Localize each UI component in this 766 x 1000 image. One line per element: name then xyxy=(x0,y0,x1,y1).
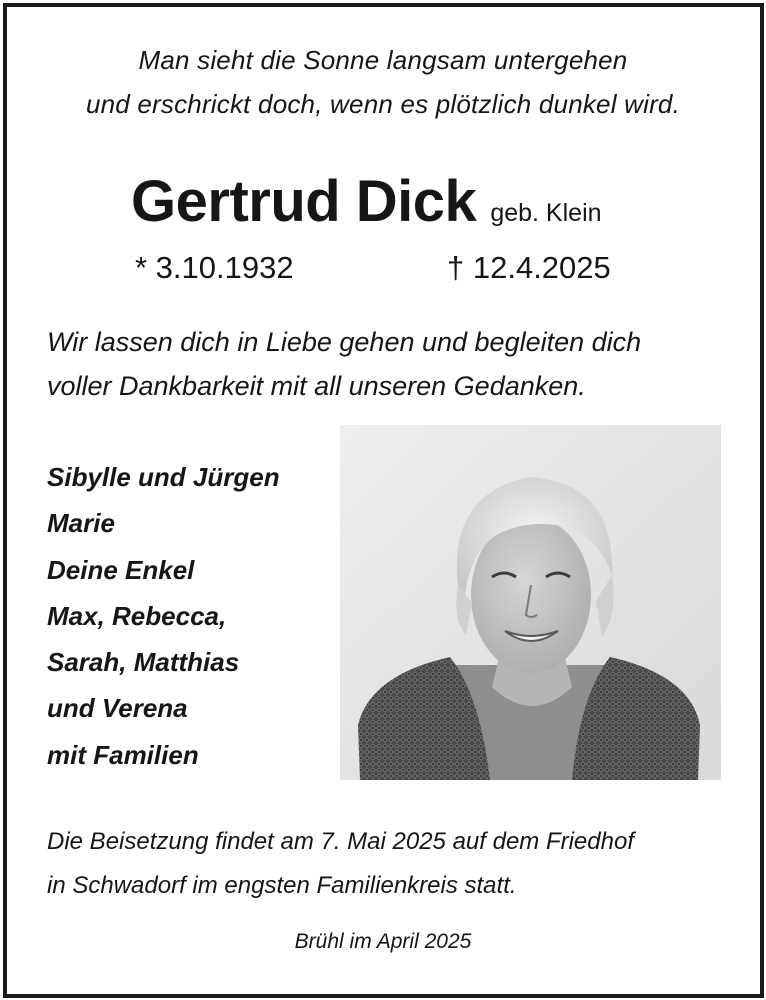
mourner-line: Sarah, Matthias xyxy=(47,647,240,678)
farewell-line-2: voller Dankbarkeit mit all unseren Gedanken. xyxy=(47,371,586,401)
mourner-line: Deine Enkel xyxy=(47,554,195,585)
mourner-line: Sibylle und Jürgen xyxy=(47,462,280,492)
notice-line-2: in Schwadorf im engsten Familienkreis statt. xyxy=(47,872,517,899)
mourners-list xyxy=(47,454,280,778)
mourner-line: Marie xyxy=(47,508,115,539)
portrait-photo xyxy=(340,425,721,780)
birth-date: * 3.10.1932 xyxy=(135,250,294,285)
quote-line-2: und erschrickt doch, wenn es plötzlich dunkel wird. xyxy=(85,89,681,119)
farewell-text xyxy=(47,320,641,408)
death-date: † 12.4.2025 xyxy=(447,250,611,285)
maiden-name: geb. Klein xyxy=(490,199,602,227)
mourner-line: mit Familien xyxy=(47,739,199,770)
farewell-line-1: Wir lassen dich in Liebe gehen und begleiten dich xyxy=(47,327,642,357)
mourner-line: Max, Rebecca, xyxy=(47,600,227,631)
quote-line-1: Man sieht die Sonne langsam untergehen xyxy=(138,45,628,75)
mourner-line: und Verena xyxy=(47,693,188,724)
deceased-name-line xyxy=(131,168,602,235)
memorial-quote xyxy=(0,38,766,126)
funeral-notice xyxy=(47,820,634,908)
place-and-date: Brühl im April 2025 xyxy=(294,930,472,953)
deceased-name: Gertrud Dick xyxy=(131,169,477,234)
notice-line-1: Die Beisetzung findet am 7. Mai 2025 auf dem Friedhof xyxy=(47,828,634,855)
portrait-illustration xyxy=(340,425,721,780)
